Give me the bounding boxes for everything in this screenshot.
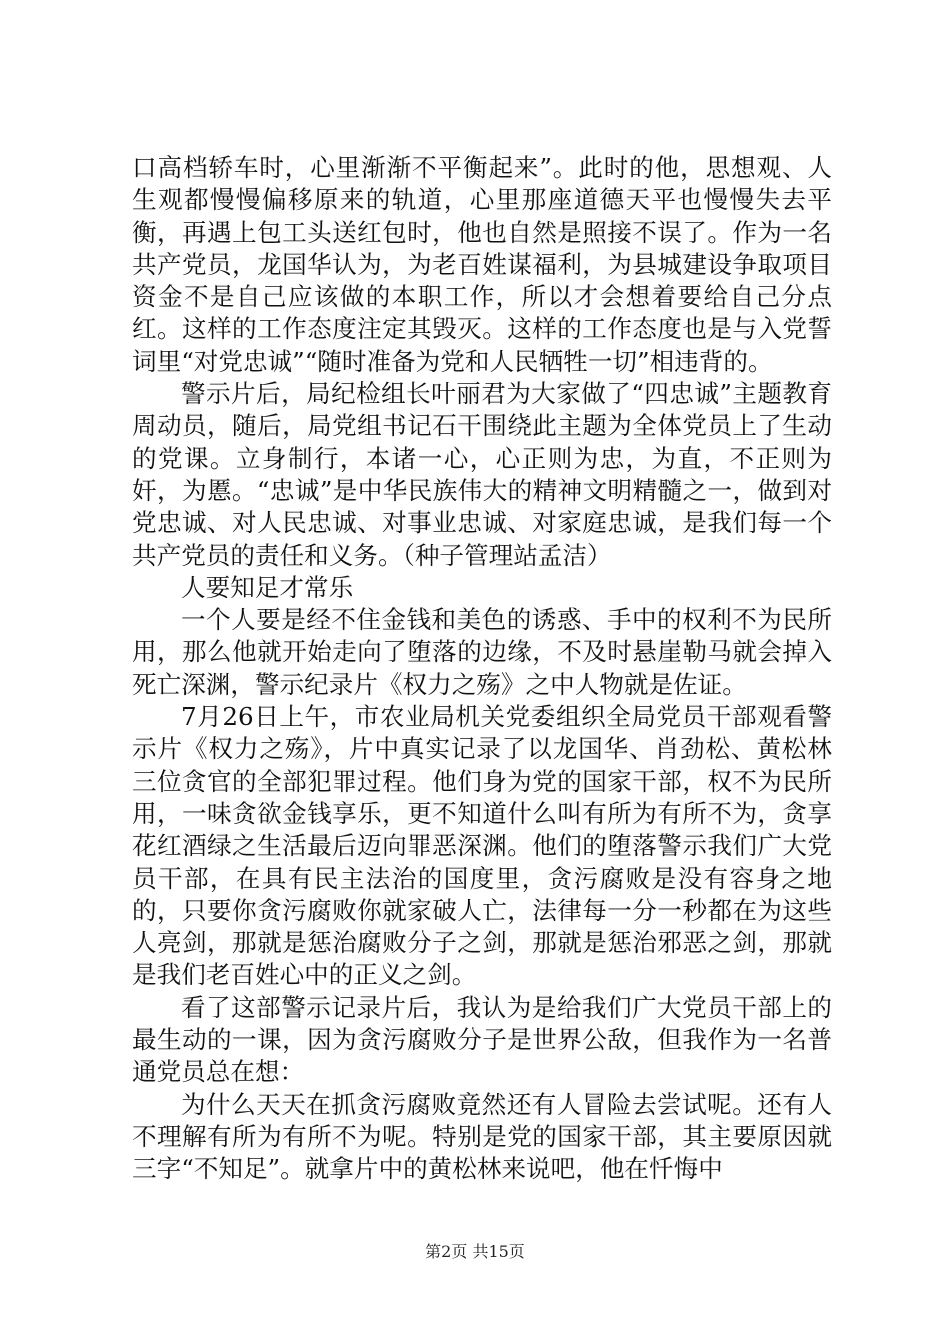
- paragraph-6: 为什么天天在抓贪污腐败竟然还有人冒险去尝试呢。还有人不理解有所为有所不为呢。特别是党的国家干部，其主要原因就三字“不知足”。就拿片中的黄松林来说吧，他在忏悔中: [132, 1089, 832, 1184]
- document-body: [132, 152, 832, 1186]
- page-footer: 第2页 共15页: [425, 1242, 525, 1261]
- paragraph-4: 7月26日上午，市农业局机关党委组织全局党员干部观看警示片《权力之殇》，片中真实记录了以龙国华、肖劲松、黄松林三位贪官的全部犯罪过程。他们身为党的国家干部，权不为民所用，一味贪欲金钱享乐，更不知道什么叫有所为有所不为，贪享花红酒绿之生活最后迈向罪恶深渊。他们的堕落警示我们广大党员干部，在具有民主法治的国度里，贪污腐败是没有容身之地的，只要你贪污腐败你就家破人亡，法律每一分一秒都在为这些人亮剑，那就是惩治腐败分子之剑，那就是惩治邪恶之剑，那就是我们老百姓心中的正义之剑。: [132, 702, 832, 990]
- paragraph-2: 警示片后，局纪检组长叶丽君为大家做了“四忠诚”主题教育周动员，随后，局党组书记石干围绕此主题为全体党员上了生动的党课。立身制行，本诸一心，心正则为忠，为直，不正则为奸，为慝。“忠诚”是中华民族伟大的精神文明精髓之一，做到对党忠诚、对人民忠诚、对事业忠诚、对家庭忠诚，是我们每一个共产党员的责任和义务。（种子管理站孟洁）: [132, 379, 832, 570]
- paragraph-5: 看了这部警示记录片后，我认为是给我们广大党员干部上的最生动的一课，因为贪污腐败分子是世界公敌，但我作为一名普通党员总在想：: [132, 992, 832, 1087]
- paragraph-1: 口高档轿车时，心里渐渐不平衡起来”。此时的他，思想观、人生观都慢慢偏移原来的轨道，心里那座道德天平也慢慢失去平衡，再遇上包工头送红包时，他也自然是照接不误了。作为一名共产党员，龙国华认为，为老百姓谋福利，为县城建设争取项目资金不是自己应该做的本职工作，所以才会想着要给自己分点红。这样的工作态度注定其毁灭。这样的工作态度也是与入党誓词里“对党忠诚”“随时准备为党和人民牺牲一切”相违背的。: [132, 153, 832, 376]
- section-heading: 人要知足才常乐: [181, 572, 354, 602]
- paragraph-3: 一个人要是经不住金钱和美色的诱惑、手中的权利不为民所用，那么他就开始走向了堕落的边缘，不及时悬崖勒马就会掉入死亡深渊，警示纪录片《权力之殇》之中人物就是佐证。: [132, 605, 832, 699]
